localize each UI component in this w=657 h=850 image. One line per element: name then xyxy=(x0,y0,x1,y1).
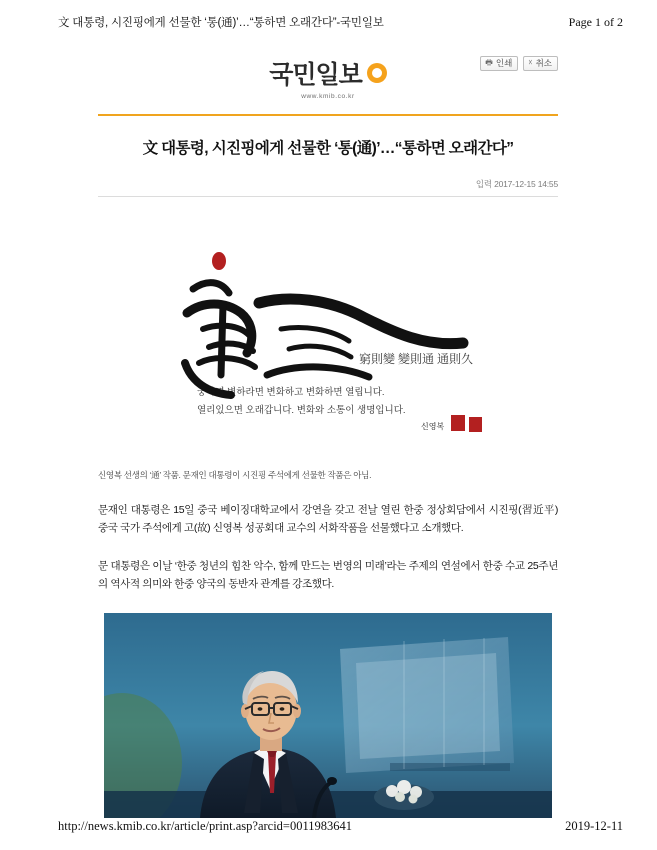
print-footer-date: 2019-12-11 xyxy=(565,819,623,833)
calligraphy-line-2: 열리있으면 오래갑니다. 변화와 소통이 생명입니다. xyxy=(197,404,406,416)
print-header-title: 文 대통령, 시진핑에게 선물한 ‘통(通)’…“통하면 오래간다”-국민일보 xyxy=(58,17,384,29)
publish-timestamp: 입력 2017-12-15 14:55 xyxy=(475,178,558,189)
accent-divider xyxy=(98,114,558,116)
calligraphy-signature: 신영복 xyxy=(421,421,445,431)
print-footer-url: http://news.kmib.co.kr/article/print.asp?arcid=0011983641 xyxy=(58,819,353,833)
print-footer xyxy=(0,819,657,834)
figure-caption: 신영복 선생의 ‘通’ 작품. 문재인 대통령이 시진핑 주석에게 선물한 작품은 아님. xyxy=(98,469,372,480)
site-logo-text: 국민일보 xyxy=(269,61,362,89)
article-paragraph-1: 문재인 대통령은 15일 중국 베이징대학교에서 강연을 갖고 전날 열린 한중 정상회담에서 시진핑(習近平) 중국 국가 주석에게 고(故) 신영복 성공회대 교수의 서화작품을 선물했다고 소개했다. xyxy=(98,503,558,534)
print-button-label: 인쇄 xyxy=(495,58,513,68)
calligraphy-image xyxy=(163,243,493,448)
page-title: 文 대통령, 시진핑에게 선물한 ‘통(通)’…“통하면 오래간다” xyxy=(142,140,514,157)
article-page xyxy=(98,44,558,818)
calligraphy-hanja-line: 窮則變 變則通 通則久 xyxy=(359,351,474,366)
byline-divider xyxy=(98,196,558,197)
article-paragraph-2: 문 대통령은 이날 ‘한중 청년의 힘찬 악수, 함께 만드는 번영의 미래’라는 주제의 연설에서 한중 수교 25주년의 역사적 의미와 한중 양국의 동반자 관계를 강조했다. xyxy=(98,559,558,590)
masthead xyxy=(98,44,558,106)
cancel-button-label: 취소 xyxy=(535,58,552,68)
toolbar xyxy=(480,56,558,71)
calligraphy-line-1: 궁하면 변하라면 변화하고 변화하면 열립니다. xyxy=(197,386,385,398)
print-header-page-number: Page 1 of 2 xyxy=(568,15,623,29)
photo-graphic xyxy=(104,613,552,818)
logo-circle-icon xyxy=(367,63,387,83)
cancel-icon: ☓ xyxy=(528,58,533,68)
cancel-button[interactable] xyxy=(523,56,558,71)
site-logo-url: www.kmib.co.kr xyxy=(301,92,355,100)
photo-figure xyxy=(98,613,558,818)
president-speech-photo xyxy=(104,613,552,818)
print-button[interactable] xyxy=(480,56,518,71)
calligraphy-figure xyxy=(98,243,558,453)
print-header xyxy=(0,14,657,30)
printer-icon: 🖶 xyxy=(485,58,493,68)
site-logo[interactable] xyxy=(269,55,387,100)
